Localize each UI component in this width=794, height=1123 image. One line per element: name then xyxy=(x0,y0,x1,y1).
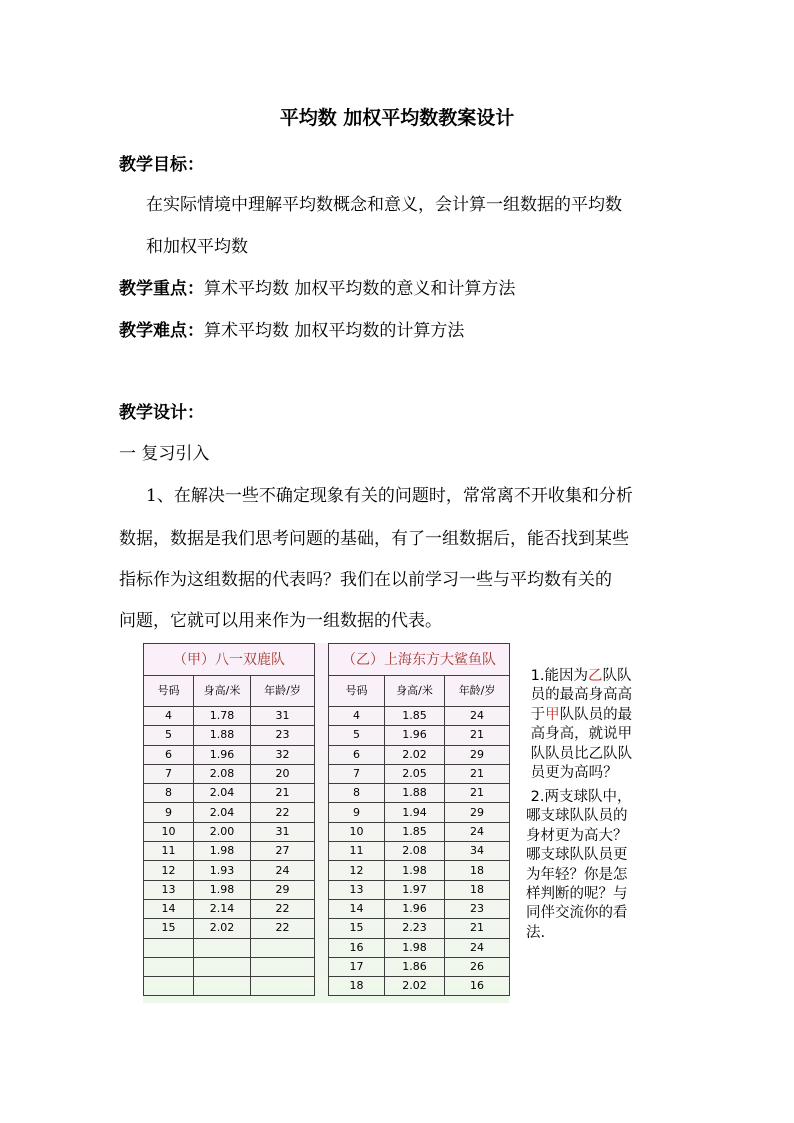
question-2: 2.两支球队中， 哪支球队队员的 身材更为高大？ 哪支球队队员更 为年轻？你是怎 样判断的呢？与 同伴交流你的看 法. xyxy=(526,789,632,941)
team-b-age-cell: 18 xyxy=(445,880,510,899)
team-a-height-cell xyxy=(194,977,251,996)
team-a-age-cell: 32 xyxy=(251,745,315,764)
team-b-number-cell: 5 xyxy=(329,726,385,745)
design-label: 教学设计： xyxy=(119,403,204,423)
team-b-number-cell: 9 xyxy=(329,803,385,822)
team-b-age-cell: 24 xyxy=(445,938,510,957)
team-a-number-cell: 8 xyxy=(144,784,194,803)
team-b-age-cell: 29 xyxy=(445,803,510,822)
team-b-age-cell: 26 xyxy=(445,957,510,976)
team-a-height-cell: 1.88 xyxy=(194,726,251,745)
goal-line-1: 在实际情境中理解平均数概念和意义，会计算一组数据的平均数 xyxy=(146,195,622,215)
team-a-age-cell: 31 xyxy=(251,822,315,841)
team-b-name: （乙）上海东方大鲨鱼队 xyxy=(329,644,510,676)
team-a-height-cell: 2.04 xyxy=(194,784,251,803)
team-b-height-cell: 1.98 xyxy=(385,938,445,957)
team-b-age-cell: 21 xyxy=(445,919,510,938)
table-row xyxy=(144,938,510,957)
team-b-number-cell: 15 xyxy=(329,919,385,938)
team-b-age-cell: 21 xyxy=(445,726,510,745)
team-b-age-cell: 34 xyxy=(445,842,510,861)
key-label: 教学重点： xyxy=(119,279,204,299)
difficulty-label: 教学难点： xyxy=(119,321,204,341)
page-title: 平均数 加权平均数教案设计 xyxy=(279,107,515,129)
key-point xyxy=(119,274,515,299)
table-row xyxy=(144,803,510,822)
section-review: 一 复习引入 xyxy=(119,444,210,464)
team-b-height-cell: 1.96 xyxy=(385,726,445,745)
paragraph-line-4: 问题，它就可以用来作为一组数据的代表。 xyxy=(119,611,442,631)
team-b-number-cell: 10 xyxy=(329,822,385,841)
team-a-number-cell: 14 xyxy=(144,899,194,918)
team-a-height-cell: 1.93 xyxy=(194,861,251,880)
team-a-number-cell: 5 xyxy=(144,726,194,745)
goal-label: 教学目标： xyxy=(119,155,204,175)
table-row xyxy=(144,919,510,938)
header-height-b: 身高/米 xyxy=(385,676,445,707)
team-b-number-cell: 7 xyxy=(329,764,385,783)
team-a-height-cell: 2.14 xyxy=(194,899,251,918)
team-a-height-cell xyxy=(194,957,251,976)
team-a-number-cell: 11 xyxy=(144,842,194,861)
table-row xyxy=(144,764,510,783)
team-a-age-cell: 23 xyxy=(251,726,315,745)
team-a-name: （甲）八一双鹿队 xyxy=(144,644,315,676)
team-b-age-cell: 24 xyxy=(445,822,510,841)
team-b-number-cell: 8 xyxy=(329,784,385,803)
team-a-height-cell: 1.78 xyxy=(194,707,251,726)
team-b-height-cell: 2.08 xyxy=(385,842,445,861)
team-a-number-cell xyxy=(144,938,194,957)
table-row xyxy=(144,957,510,976)
header-height-a: 身高/米 xyxy=(194,676,251,707)
team-b-height-cell: 1.96 xyxy=(385,899,445,918)
question-1: 1.能因为乙队队 员的最高身高高 于甲队队员的最 高身高，就说甲 队队员比乙队队 员更为高吗？ xyxy=(530,668,633,782)
team-a-age-cell xyxy=(251,977,315,996)
team-a-age-cell: 31 xyxy=(251,707,315,726)
team-b-height-cell: 2.05 xyxy=(385,764,445,783)
team-b-number-cell: 16 xyxy=(329,938,385,957)
team-b-age-cell: 23 xyxy=(445,899,510,918)
paragraph-line-2: 数据，数据是我们思考问题的基础，有了一组数据后，能否找到某些 xyxy=(119,529,629,549)
team-a-age-cell: 21 xyxy=(251,784,315,803)
team-b-height-cell: 2.02 xyxy=(385,745,445,764)
team-a-number-cell: 7 xyxy=(144,764,194,783)
team-b-number-cell: 18 xyxy=(329,977,385,996)
header-age-b: 年龄/岁 xyxy=(445,676,510,707)
team-b-age-cell: 18 xyxy=(445,861,510,880)
team-b-height-cell: 1.97 xyxy=(385,880,445,899)
team-a-height-cell: 2.00 xyxy=(194,822,251,841)
team-b-height-cell: 1.88 xyxy=(385,784,445,803)
team-comparison-table xyxy=(143,643,509,1003)
team-a-age-cell: 22 xyxy=(251,899,315,918)
table-row xyxy=(144,842,510,861)
team-b-age-cell: 21 xyxy=(445,784,510,803)
team-a-age-cell: 22 xyxy=(251,919,315,938)
team-a-number-cell: 10 xyxy=(144,822,194,841)
paragraph-line-3: 指标作为这组数据的代表吗？我们在以前学习一些与平均数有关的 xyxy=(119,570,612,590)
team-a-age-cell: 29 xyxy=(251,880,315,899)
team-b-number-cell: 4 xyxy=(329,707,385,726)
team-a-age-cell: 24 xyxy=(251,861,315,880)
team-a-height-cell: 1.96 xyxy=(194,745,251,764)
team-b-number-cell: 13 xyxy=(329,880,385,899)
team-b-number-cell: 14 xyxy=(329,899,385,918)
key-text: 算术平均数 加权平均数的意义和计算方法 xyxy=(204,279,516,299)
team-b-height-cell: 1.94 xyxy=(385,803,445,822)
table-row xyxy=(144,745,510,764)
table-row xyxy=(144,784,510,803)
team-b-age-cell: 16 xyxy=(445,977,510,996)
team-a-height-cell: 1.98 xyxy=(194,880,251,899)
team-b-height-cell: 1.85 xyxy=(385,707,445,726)
team-b-age-cell: 29 xyxy=(445,745,510,764)
team-a-number-cell: 13 xyxy=(144,880,194,899)
table-row xyxy=(144,899,510,918)
team-a-height-cell: 2.02 xyxy=(194,919,251,938)
team-b-height-cell: 1.85 xyxy=(385,822,445,841)
team-b-number-cell: 12 xyxy=(329,861,385,880)
table-row xyxy=(144,977,510,996)
table-row xyxy=(144,822,510,841)
team-table xyxy=(143,643,510,996)
team-a-age-cell xyxy=(251,938,315,957)
team-a-height-cell: 1.98 xyxy=(194,842,251,861)
goal-line-2: 和加权平均数 xyxy=(146,237,248,257)
header-age-a: 年龄/岁 xyxy=(251,676,315,707)
team-a-age-cell: 22 xyxy=(251,803,315,822)
team-b-number-cell: 11 xyxy=(329,842,385,861)
team-a-height-cell: 2.04 xyxy=(194,803,251,822)
team-b-height-cell: 2.23 xyxy=(385,919,445,938)
team-b-age-cell: 21 xyxy=(445,764,510,783)
difficulty-point xyxy=(119,316,464,341)
team-a-height-cell xyxy=(194,938,251,957)
team-b-height-cell: 1.86 xyxy=(385,957,445,976)
team-a-age-cell: 20 xyxy=(251,764,315,783)
difficulty-text: 算术平均数 加权平均数的计算方法 xyxy=(204,321,465,341)
team-a-number-cell: 4 xyxy=(144,707,194,726)
team-a-number-cell: 15 xyxy=(144,919,194,938)
header-number-a: 号码 xyxy=(144,676,194,707)
team-a-height-cell: 2.08 xyxy=(194,764,251,783)
team-b-number-cell: 6 xyxy=(329,745,385,764)
team-a-number-cell: 9 xyxy=(144,803,194,822)
team-a-number-cell xyxy=(144,957,194,976)
team-a-age-cell: 27 xyxy=(251,842,315,861)
team-a-number-cell xyxy=(144,977,194,996)
team-a-number-cell: 6 xyxy=(144,745,194,764)
team-b-age-cell: 24 xyxy=(445,707,510,726)
header-number-b: 号码 xyxy=(329,676,385,707)
team-a-age-cell xyxy=(251,957,315,976)
table-row xyxy=(144,880,510,899)
table-row xyxy=(144,707,510,726)
table-row xyxy=(144,861,510,880)
table-row xyxy=(144,726,510,745)
team-a-number-cell: 12 xyxy=(144,861,194,880)
team-b-height-cell: 2.02 xyxy=(385,977,445,996)
paragraph-line-1: 1、在解决一些不确定现象有关的问题时，常常离不开收集和分析 xyxy=(146,486,633,506)
team-b-number-cell: 17 xyxy=(329,957,385,976)
team-b-height-cell: 1.98 xyxy=(385,861,445,880)
